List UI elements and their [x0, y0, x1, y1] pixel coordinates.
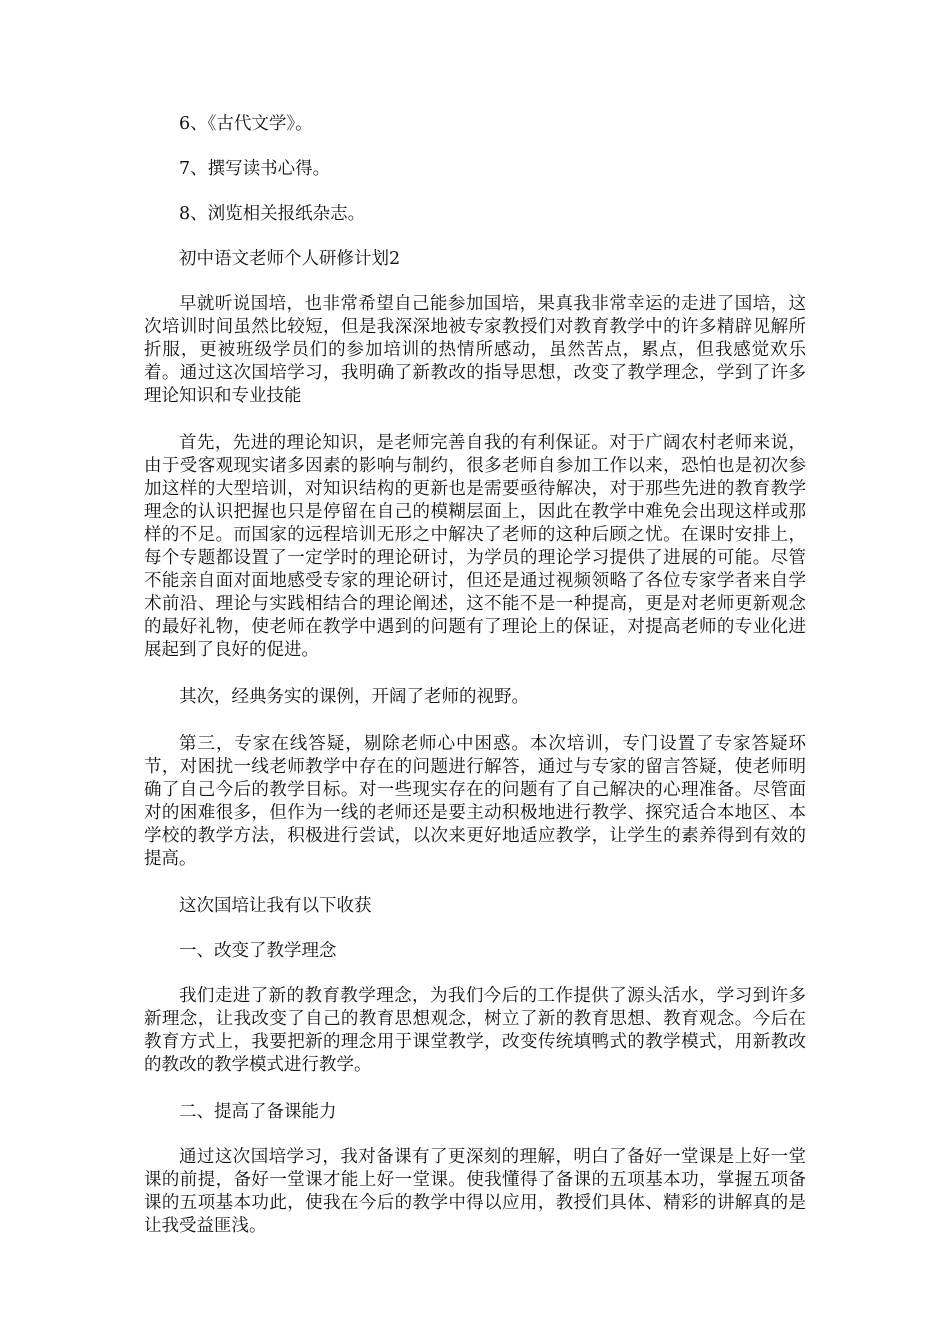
list-item-reading-notes: 7、撰写读书心得。 — [179, 159, 331, 179]
heading-lesson-preparation: 二、提高了备课能力 — [179, 1102, 337, 1122]
paragraph-intro: 早就听说国培，也非常希望自己能参加国培，果真我非常幸运的走进了国培，这次培训时间虽然比较短，但是我深深地被专家教授们对教育教学中的许多精辟见解所折服，更被班级学员们的参加培训的热情所感动，虽然苦点，累点，但我感觉欢乐着。通过这次国培学习，我明确了新教改的指导思想，改变了教学理念，学到了许多理论知识和专业技能 — [144, 294, 806, 406]
paragraph-third: 第三，专家在线答疑，剔除老师心中困惑。本次培训，专门设置了专家答疑环节，对困扰一线老师教学中存在的问题进行解答，通过与专家的留言答疑，使老师明确了自己今后的教学目标。对一些现实存在的问题有了自己解决的心理准备。尽管面对的困难很多，但作为一线的老师还是要主动积极地进行教学、探究适合本地区、本学校的教学方法，积极进行尝试，以次来更好地适应教学，让学生的素养得到有效的提高。 — [144, 734, 806, 869]
heading-teaching-concept: 一、改变了教学理念 — [179, 941, 337, 961]
paragraph-first: 首先，先进的理论知识，是老师完善自我的有利保证。对于广阔农村老师来说，由于受客观现实诸多因素的影响与制约，很多老师自参加工作以来，恐怕也是初次参加这样的大型培训，对知识结构的更新也是需要亟待解决，对于那些先进的教育教学理念的认识把握也只是停留在自己的模糊层面上，因此在教学中难免会出现这样或那样的不足。而国家的远程培训无形之中解决了老师的这种后顾之忧。在课时安排上，每个专题都设置了一定学时的理论研讨，为学员的理论学习提供了进展的可能。尽管不能亲自面对面地感受专家的理论研讨，但还是通过视频领略了各位专家学者来自学术前沿、理论与实践相结合的理论阐述，这不能不是一种提高，更是对老师更新观念的最好礼物，使老师在教学中遇到的问题有了理论上的保证，对提高老师的专业化进展起到了良好的促进。 — [144, 433, 806, 660]
section-title: 初中语文老师个人研修计划2 — [179, 249, 401, 269]
list-item-ancient-literature: 6、《古代文学》。 — [179, 114, 313, 134]
list-item-newspapers: 8、浏览相关报纸杂志。 — [179, 204, 366, 224]
paragraph-teaching-concept: 我们走进了新的教育教学理念，为我们今后的工作提供了源头活水，学习到许多新理念，让我改变了自己的教育思想观念，树立了新的教育思想、教育观念。今后在教育方式上，我要把新的理念用于课堂教学，改变传统填鸭式的教学模式，用新教改的教改的教学模式进行教学。 — [144, 986, 806, 1075]
document-body — [144, 113, 806, 1262]
paragraph-gains-heading: 这次国培让我有以下收获 — [179, 896, 372, 916]
paragraph-lesson-preparation: 通过这次国培学习，我对备课有了更深刻的理解，明白了备好一堂课是上好一堂课的前提，备好一堂课才能上好一堂课。使我懂得了备课的五项基本功，掌握五项备课的五项基本功此，使我在今后的教学中得以应用，教授们具体、精彩的讲解真的是让我受益匪浅。 — [144, 1147, 806, 1236]
paragraph-second: 其次，经典务实的课例，开阔了老师的视野。 — [179, 687, 529, 707]
